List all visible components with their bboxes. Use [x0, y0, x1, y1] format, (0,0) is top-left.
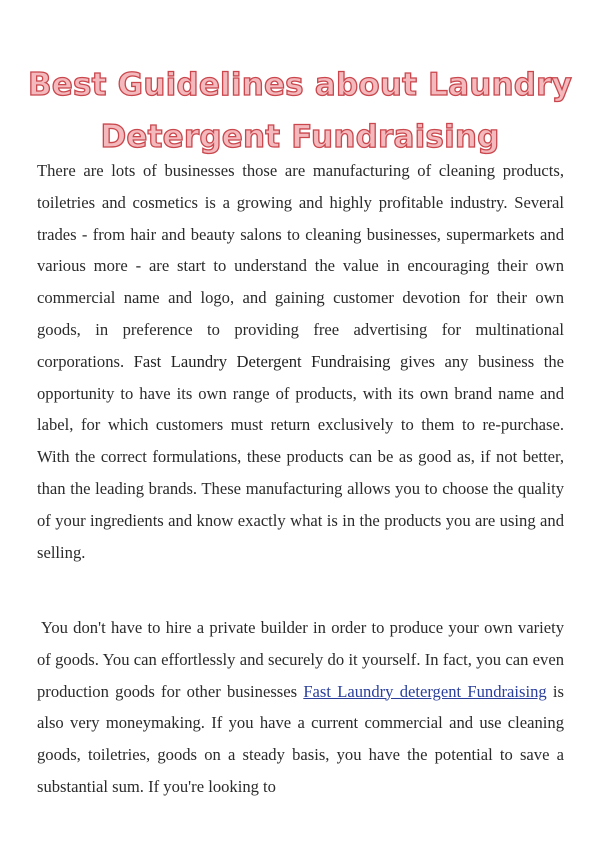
title-line-1: Best Guidelines about Laundry	[27, 66, 573, 103]
keyword-phrase: Fast Laundry Detergent Fundraising	[133, 351, 391, 371]
paragraph-1-text-b: gives any business the opportunity to have its own range of products, with its own brand name and label, for which customers must return exclusively to them to re-purchase. With the correct formulations, these products can be as good as, if not better, than the leading brands. These manufacturing allows you to choose the quality of your ingredients and know exactly what is in the products you are using and selling.	[37, 351, 564, 562]
paragraph-1-text-a: There are lots of businesses those are manufacturing of cleaning products, toiletries and cosmetics is a growing and highly profitable industry. Several trades - from hair and beauty salons to cleaning businesses, supermarkets and various more - are start to understand the value in encouraging their own commercial name and logo, and gaining customer devotion for their own goods, in preference to providing free advertising for multinational corporations.	[37, 161, 564, 371]
paragraph-2	[37, 612, 564, 803]
paragraph-2-text-a: You don't have to hire a private builder in order to produce your own variety of goods. You can effortlessly and securely do it yourself. In fact, you can even production goods for other businesses	[37, 618, 564, 701]
page-title	[20, 59, 580, 163]
title-line-2: Detergent Fundraising	[100, 118, 500, 155]
paragraph-1	[37, 155, 564, 568]
paragraph-2-text-b: is also very moneymaking. If you have a current commercial and use cleaning goods, toiletries, goods on a steady basis, you have the potential to save a substantial sum. If you're looking to	[37, 681, 564, 796]
fundraising-link[interactable]: Fast Laundry detergent Fundraising	[303, 681, 547, 701]
